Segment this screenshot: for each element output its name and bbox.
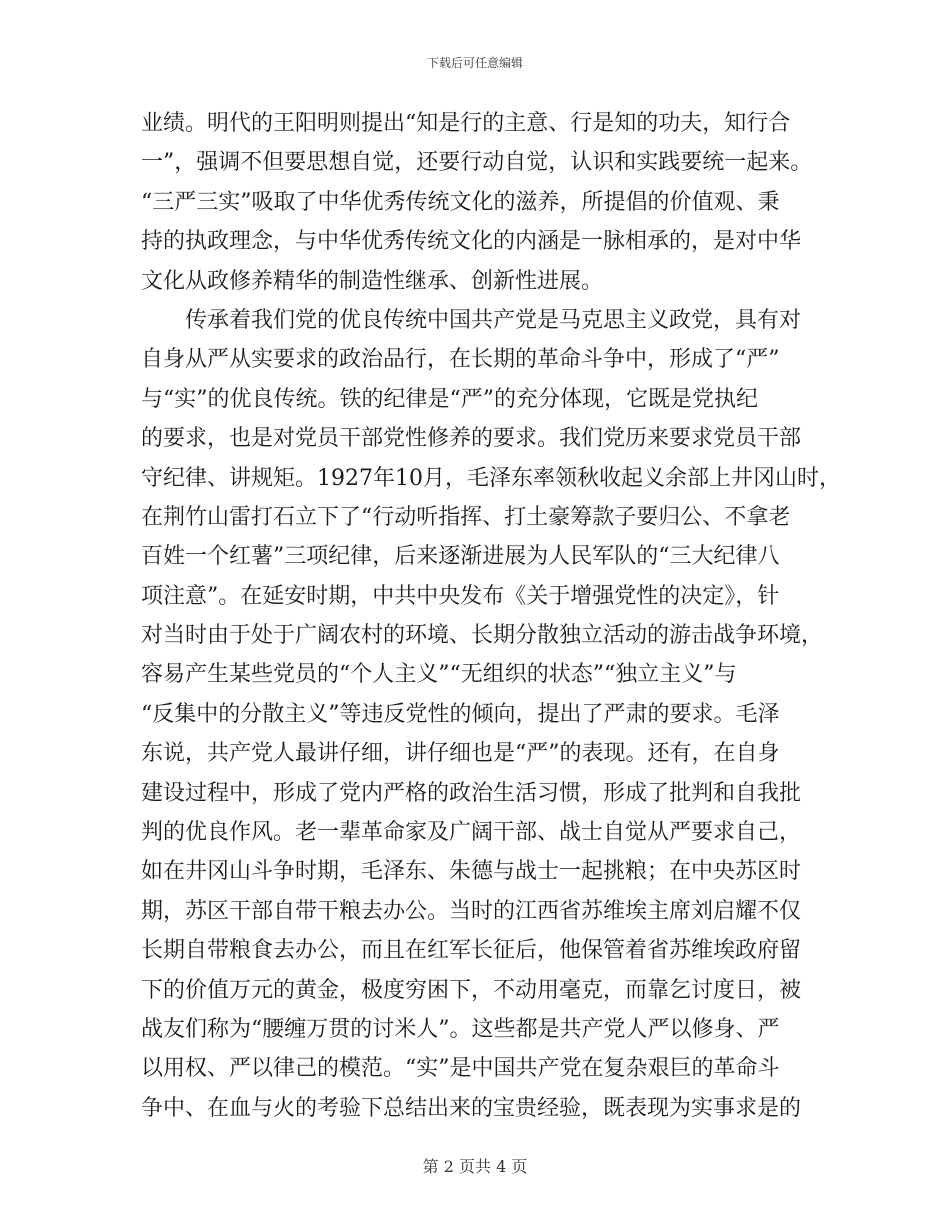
text-line: 对当时由于处于广阔农村的环境、长期分散独立活动的游击战争环境， xyxy=(141,623,824,649)
text-line: 守纪律、讲规矩。1927年10月，毛泽东率领秋收起义余部上井冈山时， xyxy=(141,465,841,491)
text-line: 期，苏区干部自带干粮去办公。当时的江西省苏维埃主席刘启耀不仅 xyxy=(141,898,802,924)
text-line: 以用权、严以律己的模范。“实”是中国共产党在复杂艰巨的革命斗 xyxy=(141,1056,780,1082)
text-line: 文化从政修养精华的制造性继承、创新性进展。 xyxy=(141,268,604,294)
text-line: 一”，强调不但要思想自觉，还要行动自觉，认识和实践要统一起来。 xyxy=(141,150,813,176)
text-line: 的要求，也是对党员干部党性修养的要求。我们党历来要求党员干部 xyxy=(141,426,802,452)
text-line: 容易产生某些党员的“个人主义”“无组织的状态”“独立主义”与 xyxy=(141,662,737,688)
text-line: 战友们称为“腰缠万贯的讨米人”。这些都是共产党人严以修身、严 xyxy=(141,1016,780,1042)
text-line: 业绩。明代的王阳明则提出“知是行的主意、行是知的功夫，知行合 xyxy=(141,111,791,136)
text-line: 争中、在血与火的考验下总结出来的宝贵经验，既表现为实事求是的 xyxy=(141,1095,802,1121)
text-line: 如在井冈山斗争时期，毛泽东、朱德与战士一起挑粮；在中央苏区时 xyxy=(141,859,802,885)
page-header: 下载后可任意编辑 xyxy=(426,56,523,70)
text-line: 判的优良作风。老一辈革命家及广阔干部、战士自觉从严要求自己， xyxy=(141,820,802,846)
text-line: 下的价值万元的黄金，极度穷困下，不动用毫克，而靠乞讨度日，被 xyxy=(141,977,802,1003)
paragraph-start-line: 传承着我们党的优良传统中国共产党是马克思主义政党，具有对 xyxy=(185,307,802,333)
document-body xyxy=(141,104,841,1128)
text-line: 百姓一个红薯”三项纪律，后来逐渐进展为人民军队的“三大纪律八 xyxy=(141,544,780,570)
text-line: 项注意”。在延安时期，中共中央发布《关于增强党性的决定》，针 xyxy=(141,583,780,609)
page-number-footer: 第 2 页共 4 页 xyxy=(422,1157,528,1176)
text-line: 与“实”的优良传统。铁的纪律是“严”的充分体现，它既是党执纪 xyxy=(141,386,758,412)
text-line: 持的执政理念，与中华优秀传统文化的内涵是一脉相承的，是对中华 xyxy=(141,229,802,255)
text-line: 长期自带粮食去办公，而且在红军长征后，他保管着省苏维埃政府留 xyxy=(141,938,802,964)
text-line: “三严三实”吸取了中华优秀传统文化的滋养，所提倡的价值观、秉 xyxy=(141,189,780,215)
text-line: 自身从严从实要求的政治品行，在长期的革命斗争中，形成了“严” xyxy=(141,347,780,373)
text-line: 建设过程中，形成了党内严格的政治生活习惯，形成了批判和自我批 xyxy=(141,780,802,806)
text-line: 在荆竹山雷打石立下了“行动听指挥、打土豪筹款子要归公、不拿老 xyxy=(141,504,791,530)
text-line: 东说，共产党人最讲仔细，讲仔细也是“严”的表现。还有，在自身 xyxy=(141,741,780,767)
text-line: “反集中的分散主义”等违反党性的倾向，提出了严肃的要求。毛泽 xyxy=(141,701,780,727)
